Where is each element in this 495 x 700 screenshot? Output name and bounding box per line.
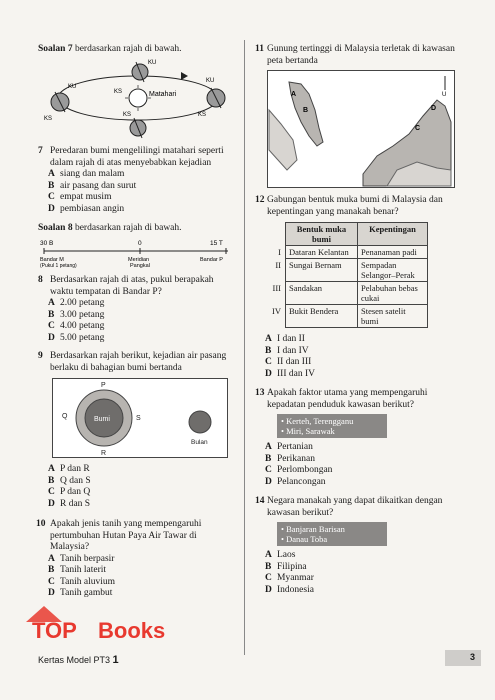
svg-text:Pangkal: Pangkal	[130, 263, 150, 269]
svg-text:Bandar P: Bandar P	[200, 257, 223, 263]
svg-text:D: D	[431, 105, 437, 112]
orbit-svg	[38, 58, 228, 140]
option-a[interactable]: A 2.00 petang	[48, 298, 105, 308]
option-d[interactable]: D 5.00 petang	[48, 332, 105, 343]
question-8-options	[38, 298, 236, 344]
option-b[interactable]: B I dan IV	[265, 345, 309, 356]
sun-icon	[129, 89, 147, 107]
svg-text:A: A	[291, 91, 297, 98]
question-10: 10 Apakah jenis tanih yang mempengaruhi pertumbuhan Hutan Paya Air Tawar di Malaysia?	[36, 519, 202, 552]
svg-text:Books: Books	[98, 618, 166, 643]
question-13-options	[255, 442, 460, 488]
option-a[interactable]: A Tanih berpasir	[48, 553, 115, 564]
option-d[interactable]: D R dan S	[48, 498, 91, 509]
question-12-options	[255, 334, 460, 380]
svg-text:0: 0	[138, 240, 142, 247]
question-14-bullets: • Banjaran Barisan • Danau Toba	[277, 522, 387, 546]
svg-text:KS: KS	[44, 116, 53, 122]
option-c[interactable]: C Myanmar	[265, 573, 314, 583]
question-12: 12 Gabungan bentuk muka bumi di Malaysia dan kepentingan yang manakah benar?	[255, 195, 443, 217]
svg-text:(Pukul 1 petang): (Pukul 1 petang)	[40, 263, 77, 269]
option-b[interactable]: B 3.00 petang	[48, 309, 105, 320]
landform-table	[269, 222, 428, 328]
option-c[interactable]: C P dan Q	[48, 487, 91, 497]
svg-text:KS: KS	[123, 112, 132, 118]
table-row: IV Bukit Bendera Stesen satelit bumi	[269, 305, 427, 328]
svg-text:R: R	[101, 450, 107, 457]
longitude-diagram	[38, 237, 236, 271]
right-column	[255, 44, 460, 596]
moon-icon	[189, 411, 211, 433]
earth-orbit-diagram	[38, 58, 236, 140]
question-13-bullets: • Kerteh, Terengganu • Miri, Sarawak	[277, 414, 387, 438]
svg-text:15 T: 15 T	[210, 240, 223, 247]
option-a[interactable]: A siang dan malam	[48, 169, 125, 179]
map-svg	[267, 70, 455, 188]
malaysia-map	[267, 70, 460, 188]
svg-text:Bandar M: Bandar M	[40, 257, 64, 263]
svg-text:U: U	[442, 92, 447, 98]
svg-text:TOP: TOP	[32, 618, 77, 643]
question-9: 9 Berdasarkan rajah berikut, kejadian air pasang berlaku di bahagian bumi bertanda	[38, 351, 227, 373]
soalan-8-heading: Soalan 8 berdasarkan rajah di bawah.	[38, 223, 182, 233]
option-c[interactable]: C 4.00 petang	[48, 321, 105, 331]
option-b[interactable]: B Perikanan	[265, 453, 315, 464]
option-c[interactable]: C II dan III	[265, 357, 312, 367]
tide-diagram	[52, 378, 236, 458]
soalan-7-heading: Soalan 7 berdasarkan rajah di bawah.	[38, 44, 182, 54]
footer-label: Kertas Model PT3 1	[38, 654, 119, 666]
svg-text:30 B: 30 B	[40, 240, 54, 247]
earth-icon-top	[132, 62, 148, 82]
svg-text:Bulan: Bulan	[191, 439, 208, 446]
option-d[interactable]: D Tanih gambut	[48, 588, 113, 598]
table-row: I Dataran Kelantan Penanaman padi	[269, 246, 427, 259]
topbooks-logo-svg	[22, 600, 222, 645]
svg-text:KU: KU	[206, 78, 215, 84]
svg-text:Bumi: Bumi	[94, 416, 110, 423]
longitude-svg	[38, 237, 236, 271]
option-a[interactable]: A P dan R	[48, 464, 90, 474]
table-row: III Sandakan Pelabuhan bebas cukai	[269, 282, 427, 305]
option-a[interactable]: A I dan II	[265, 334, 305, 344]
table-header-importance: Kepentingan	[357, 223, 427, 246]
svg-text:Meridian: Meridian	[128, 257, 150, 263]
earth-icon-bottom	[130, 118, 146, 138]
svg-text:KS: KS	[198, 112, 207, 118]
option-a[interactable]: A Laos	[265, 550, 296, 560]
question-9-options	[38, 464, 236, 510]
option-b[interactable]: B Q dan S	[48, 475, 91, 486]
option-c[interactable]: C Perlombongan	[265, 465, 333, 475]
option-b[interactable]: B Filipina	[265, 561, 307, 572]
option-c[interactable]: C empat musim	[48, 192, 112, 202]
tide-svg	[52, 378, 228, 458]
question-13: 13 Apakah faktor utama yang mempengaruhi kepadatan penduduk kawasan berikut?	[255, 388, 428, 410]
left-column	[38, 44, 236, 600]
svg-text:Matahari: Matahari	[149, 91, 177, 98]
svg-text:B: B	[303, 107, 309, 114]
option-b[interactable]: B Tanih laterit	[48, 565, 107, 575]
question-10-options	[38, 554, 236, 600]
option-d[interactable]: D III dan IV	[265, 368, 315, 379]
svg-text:KS: KS	[114, 89, 123, 95]
earth-icon-right	[207, 88, 225, 108]
svg-text:KU: KU	[148, 60, 157, 66]
option-a[interactable]: A Pertanian	[265, 442, 313, 452]
option-d[interactable]: D pembiasan angin	[48, 203, 125, 214]
svg-text:P: P	[101, 382, 106, 389]
question-7-options	[38, 169, 236, 215]
question-11: 11 Gunung tertinggi di Malaysia terletak di kawasan peta bertanda	[255, 44, 455, 66]
question-14-options	[255, 550, 460, 596]
svg-text:KU: KU	[68, 84, 77, 90]
svg-text:S: S	[136, 415, 141, 422]
question-7: 7 Peredaran bumi mengelilingi matahari seperti dalam rajah di atas menyebabkan kejadian	[38, 146, 224, 168]
option-b[interactable]: B air pasang dan surut	[48, 180, 137, 191]
question-8: 8 Berdasarkan rajah di atas, pukul berapakah waktu tempatan di Bandar P?	[38, 275, 214, 297]
option-d[interactable]: D Indonesia	[265, 584, 314, 595]
svg-text:Q: Q	[62, 413, 68, 420]
option-c[interactable]: C Tanih aluvium	[48, 576, 116, 587]
page-number: 3	[445, 650, 481, 666]
option-d[interactable]: D Pelancongan	[265, 476, 326, 487]
earth-icon-left	[51, 92, 69, 112]
table-row: II Sungai Bernam Sempadan Selangor–Perak	[269, 259, 427, 282]
table-header-landform: Bentuk muka bumi	[285, 223, 357, 246]
topbooks-logo	[22, 600, 222, 645]
question-14: 14 Negara manakah yang dapat dikaitkan dengan kawasan berikut?	[255, 496, 443, 518]
column-divider	[244, 40, 245, 655]
svg-text:C: C	[415, 125, 421, 132]
